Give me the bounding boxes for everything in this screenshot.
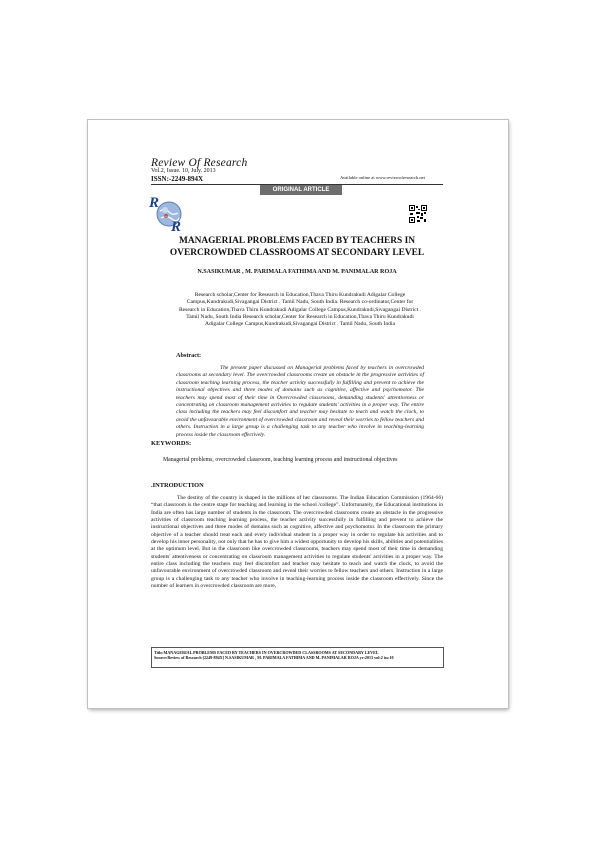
volume-issue: Vol.2, Issue. 10, July. 2013 xyxy=(151,168,216,174)
citation-source: Source:Review of Research [2249-894X] N.SASIKUMAR , M. PARIMALA FATHIMA AND M. PANIMALAR ROJA yr:2013 vol:2 iss:10 xyxy=(154,655,394,661)
qr-code-icon xyxy=(409,205,427,223)
authors: N.SASIKUMAR , M. PARIMALA FATHIMA AND M. PANIMALAR ROJA xyxy=(197,269,397,275)
introduction-text: The destiny of the country is shaped in the millions of her classrooms. The Indian Education Commission (1964-66) “that classroom is the centre stage for teaching and learning in the school /college”. Unfortunately, the Educational institutions in India are often has large number of students in the classroom. The overcrowded classrooms create an obstacle in the progressive activities of classroom teaching learning process, the teacher activity successfully in fulfilling and prevent to achieve the instructional objectives and three modes of domains such as cognitive, affective and psychomotor. In the classroom the primary objective of a teacher should treat each and every individual student in a proper way in order to regulate his activities and to develop his inner personality, not only that he has to give him a widest opportunity to develop his skills, abilities and potentialities at the optimum level. But in the classroom like overcrowded classrooms, teachers may spend most of their time in demanding students' attentiveness or concentrating on classroom management activities to regulate students' activities in a proper way. The entire class including the teachers may feel discomfort and teacher may hesitate to teach and watch the clock, to avoid the unfavourable environment of overcrowded classroom and reveal their worries to fellow teachers and others. Instruction in a large group is a challenging task to any teacher who involve in teaching-learning process inside the classroom effectively. Since the number of learners in overcrowded classroom are more, xyxy=(151,495,443,590)
svg-text:R: R xyxy=(149,195,160,211)
abstract-text: The present paper discussed on Managerial problems faced by teachers in overcrowded classrooms at secondary level. The overcrowded classrooms create an obstacle in the progressive activities of classroom teaching learning process, the teacher activity successfully in fulfilling and prevent to achieve the instructional objectives and three modes of domains such as cognitive, affective and psychomotor. The teachers may spend most of their time in Overcrowded classrooms, demanding students' attentiveness or concentrating on classroom management activities to regulate students' activities in a proper way. The entire class including the teachers may feel discomfort and teacher may hesitate to teach and watch the clock, to avoid the unfavourable environment of overcrowded classroom and reveal their worries to fellow teachers and others. Instruction in a large group is a challenging task to any teacher who involve in teaching-learning process inside the classroom effectively. xyxy=(176,365,424,438)
svg-text:R: R xyxy=(171,219,182,233)
article-type-badge: ORIGINAL ARTICLE xyxy=(260,185,342,195)
issn: ISSN:-2249-894X xyxy=(151,175,204,183)
svg-text:o: o xyxy=(164,211,168,220)
keywords-text: Managerial problems, overcrowded classroom, teaching learning process and instructional objectives xyxy=(163,457,398,463)
affiliations: Research scholar,Center for Research in Education,Thava Thiru Kundrakudi Adigalar College Campus,Kundrakudi,Sivagangai District . Tamil Nadu, South India. Research co-ordinator,Center for Research in Education,Thava Thiru Kundrakudi Adigalar College Campus,Kundrakudi,Sivagangai District . Tamil Nadu, South India Research scholar,Center for Research in Education,Thava Thiru Kundrakudi Adigalar College Campus,Kundrakudi,Sivagangai District . Tamil Nadu, South India xyxy=(178,292,422,328)
available-online: Available online at www.reviewofresearch.net xyxy=(340,175,425,180)
paper-page xyxy=(88,120,508,708)
article-title xyxy=(151,236,443,259)
keywords-heading: KEYWORDS: xyxy=(151,440,192,447)
journal-name: Review Of Research xyxy=(151,157,248,169)
abstract-heading: Abstract: xyxy=(176,352,202,359)
article-title-line-2: OVERCROWDED CLASSROOMS AT SECONDARY LEVEL xyxy=(169,247,425,258)
citation-footer xyxy=(151,647,444,668)
ror-globe-logo-icon xyxy=(148,193,188,233)
citation-title: Title:MANAGERIAL PROBLEMS FACED BY TEACHERS IN OVERCROWDED CLASSROOMS AT SECONDARY LEVEL xyxy=(154,649,379,655)
introduction-heading: .INTRODUCTION xyxy=(151,482,204,489)
article-title-line-1: MANAGERIAL PROBLEMS FACED BY TEACHERS IN xyxy=(178,236,416,246)
